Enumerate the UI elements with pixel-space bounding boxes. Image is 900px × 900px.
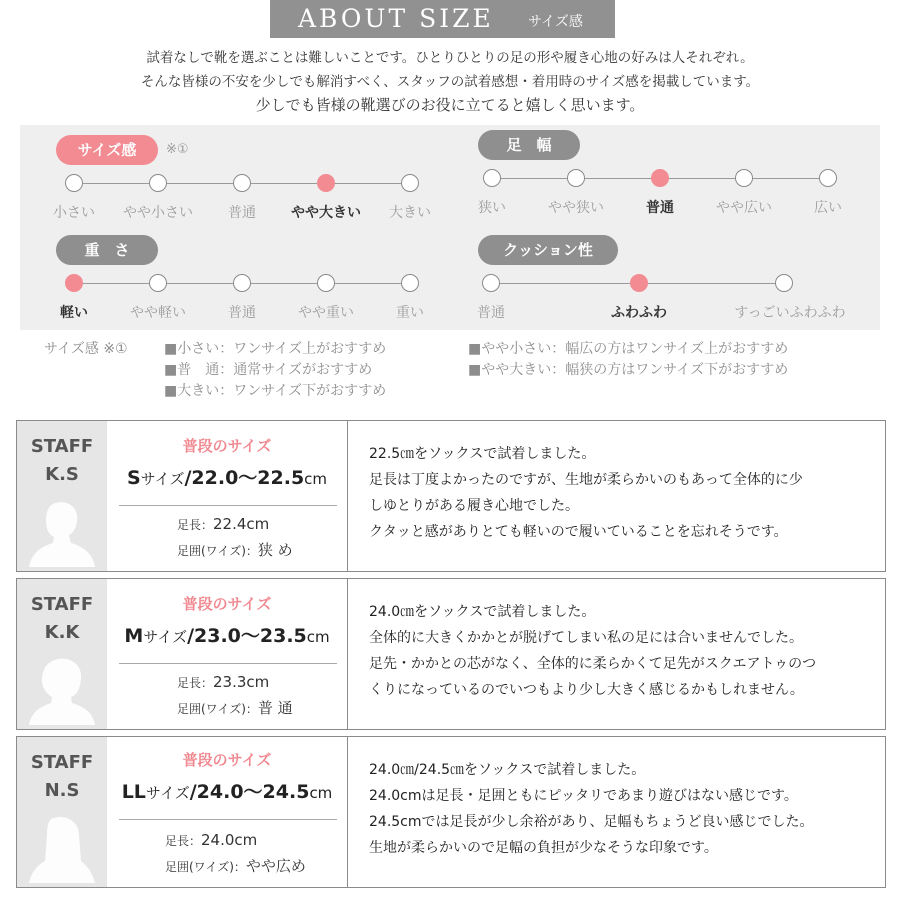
foot-length-label: 足長： <box>177 518 214 532</box>
comment-line: 生地が柔らかいので足幅の負担が少なそうな印象です。 <box>369 840 718 856</box>
width-option-label: 狭い <box>478 200 506 216</box>
usual-size-value <box>107 463 347 490</box>
weight-option-dot[interactable] <box>233 274 251 292</box>
usual-size-value <box>107 777 347 804</box>
weight-option-label: やや軽い <box>130 305 186 321</box>
weight-option-label: やや重い <box>298 305 354 321</box>
weight-label: 重 さ <box>56 235 158 265</box>
usual-size-label: 普段のサイズ <box>182 751 272 769</box>
foot-length-label: 足長： <box>177 676 214 690</box>
comment-line: 足長は丁度よかったのですが、生地が柔らかいのもあって全体的に少 <box>369 472 803 488</box>
size-unit: cm <box>304 470 328 488</box>
foot-length <box>177 515 269 533</box>
comment-line: クタッと感がありとても軽いので履いていることを忘れそうです。 <box>369 524 788 540</box>
staff-initials: K.K <box>44 622 80 643</box>
size-letter: M <box>124 625 144 647</box>
foot-length <box>165 831 257 849</box>
size-feel-option-label: やや小さい <box>123 205 193 221</box>
comment-line: しゆとりがある履き心地でした。 <box>369 498 579 514</box>
width-option-label: やや広い <box>716 200 772 216</box>
cushion-option-dot[interactable] <box>775 274 793 292</box>
size-divider <box>119 663 337 664</box>
weight-option-dot[interactable] <box>149 274 167 292</box>
size-range: /23.0〜23.5 <box>187 625 307 647</box>
staff-name <box>17 433 107 489</box>
weight-option-label: 軽い <box>60 305 88 321</box>
foot-length-value: 24.0cm <box>201 831 258 849</box>
staff-silhouette-icon <box>29 655 95 725</box>
staff-profile <box>17 579 107 729</box>
header-subtitle: サイズ感 <box>528 14 583 30</box>
comment-line: くりになっているのでいつもより少し大きく感じるかもしれません。 <box>369 682 804 698</box>
foot-width-value: 普 通 <box>257 699 293 717</box>
cushion-option-dot[interactable] <box>482 274 500 292</box>
staff-card <box>16 420 886 572</box>
size-feel-option-dot[interactable] <box>149 174 167 192</box>
size-feel-option-dot[interactable] <box>65 174 83 192</box>
cushion-option-label: ふわふわ <box>611 305 667 321</box>
size-feel-option-label: 小さい <box>53 205 95 221</box>
size-feel-note: ※① <box>166 142 189 157</box>
foot-width-label: 足囲(ワイズ)： <box>165 860 246 874</box>
size-divider <box>119 819 337 820</box>
comment-line: 24.0㎝をソックスで試着しました。 <box>369 604 596 620</box>
size-feel-option-label: やや大きい <box>291 205 361 221</box>
staff-size-info <box>107 421 348 571</box>
size-feel-option-label: 普通 <box>228 205 256 221</box>
foot-width <box>177 697 293 718</box>
width-option-label: 広い <box>814 200 842 216</box>
width-option-dot[interactable] <box>483 169 501 187</box>
staff-profile <box>17 421 107 571</box>
staff-size-info <box>107 579 348 729</box>
size-unit: cm <box>309 784 333 802</box>
width-option-label: 普通 <box>646 200 674 216</box>
legend-left-item: ■普 通：通常サイズがおすすめ <box>164 362 373 378</box>
width-option-dot[interactable] <box>735 169 753 187</box>
comment-line: 全体的に大きくかかとが脱げてしまい私の足には合いませんでした。 <box>369 630 803 646</box>
width-option-label: やや狭い <box>548 200 604 216</box>
staff-comment <box>369 441 879 545</box>
size-feel-option-label: 大きい <box>389 205 431 221</box>
foot-width-label: 足囲(ワイズ)： <box>177 702 258 716</box>
staff-card <box>16 578 886 730</box>
width-option-dot[interactable] <box>567 169 585 187</box>
staff-initials: N.S <box>44 780 80 801</box>
usual-size-label: 普段のサイズ <box>182 437 272 455</box>
foot-length-value: 22.4cm <box>213 515 270 533</box>
usual-size-value <box>107 621 347 648</box>
staff-name <box>17 591 107 647</box>
staff-comment <box>369 757 879 861</box>
size-unit: cm <box>306 628 330 646</box>
legend-left-item: ■大きい：ワンサイズ下がおすすめ <box>164 383 387 399</box>
intro-line-2: そんな皆様の不安を少しでも解消すべく、スタッフの試着感想・着用時のサイズ感を掲載しています。 <box>140 74 760 90</box>
comment-line: 22.5㎝をソックスで試着しました。 <box>369 446 596 462</box>
size-word: サイズ <box>145 784 190 802</box>
cushion-option-label: 普通 <box>477 305 505 321</box>
cushion-option-label: すっごいふわふわ <box>734 305 846 321</box>
legend-title: サイズ感 ※① <box>44 341 128 357</box>
size-letter: LL <box>121 781 146 803</box>
foot-width-label: 足囲(ワイズ)： <box>177 544 258 558</box>
foot-width-value: やや広め <box>245 857 306 875</box>
size-divider <box>119 505 337 506</box>
staff-name <box>17 749 107 805</box>
size-word: サイズ <box>140 470 185 488</box>
staff-comment <box>369 599 879 703</box>
foot-length <box>177 673 269 691</box>
staff-word: STAFF <box>30 594 94 615</box>
foot-length-label: 足長： <box>165 834 202 848</box>
staff-profile <box>17 737 107 887</box>
width-option-dot[interactable] <box>819 169 837 187</box>
size-feel-option-dot[interactable] <box>401 174 419 192</box>
weight-option-dot[interactable] <box>317 274 335 292</box>
staff-initials: K.S <box>45 464 79 485</box>
size-feel-label: サイズ感 <box>56 135 158 165</box>
size-feel-selected-dot[interactable] <box>317 174 335 192</box>
size-word: サイズ <box>143 628 188 646</box>
header-title: ABOUT SIZE <box>298 4 494 33</box>
staff-word: STAFF <box>30 752 94 773</box>
intro-line-1: 試着なしで靴を選ぶことは難しいことです。ひとりひとりの足の形や履き心地の好みは人それぞれ。 <box>146 50 754 66</box>
legend-right-item: ■やや小さい：幅広の方はワンサイズ上がおすすめ <box>468 341 789 357</box>
size-range: /24.0〜24.5 <box>189 781 310 803</box>
weight-selected-dot[interactable] <box>65 274 83 292</box>
usual-size-label: 普段のサイズ <box>182 595 272 613</box>
staff-silhouette-icon <box>29 497 95 567</box>
foot-width <box>177 539 293 560</box>
comment-line: 24.0cmは足長・足囲ともにピッタリであまり遊びはない感じです。 <box>369 788 798 804</box>
weight-option-label: 重い <box>396 305 424 321</box>
size-letter: S <box>126 467 141 489</box>
foot-width-value: 狭 め <box>257 541 293 559</box>
size-range: /22.0〜22.5 <box>184 467 305 489</box>
comment-line: 24.0㎝/24.5㎝をソックスで試着しました。 <box>369 762 646 778</box>
staff-size-info <box>107 737 348 887</box>
comment-line: 24.5cmでは足長が少し余裕があり、足幅もちょうど良い感じでした。 <box>369 814 814 830</box>
legend-left-item: ■小さい：ワンサイズ上がおすすめ <box>164 341 387 357</box>
foot-length-value: 23.3cm <box>213 673 270 691</box>
weight-option-dot[interactable] <box>401 274 419 292</box>
cushion-selected-dot[interactable] <box>630 274 648 292</box>
staff-word: STAFF <box>30 436 94 457</box>
weight-option-label: 普通 <box>228 305 256 321</box>
page-header <box>270 0 615 38</box>
cushion-label: クッション性 <box>478 235 618 265</box>
foot-width <box>165 855 306 876</box>
legend-right-item: ■やや大きい：幅狭の方はワンサイズ下がおすすめ <box>468 362 789 378</box>
intro-line-3: 少しでも皆様の靴選びのお役に立てると嬉しく思います。 <box>255 96 645 114</box>
comment-line: 足先・かかとの芯がなく、全体的に柔らかくて足先がスクエアトゥのつ <box>369 656 817 672</box>
staff-card <box>16 736 886 888</box>
width-label: 足 幅 <box>478 130 580 160</box>
width-selected-dot[interactable] <box>651 169 669 187</box>
size-feel-option-dot[interactable] <box>233 174 251 192</box>
staff-silhouette-icon <box>29 813 95 883</box>
